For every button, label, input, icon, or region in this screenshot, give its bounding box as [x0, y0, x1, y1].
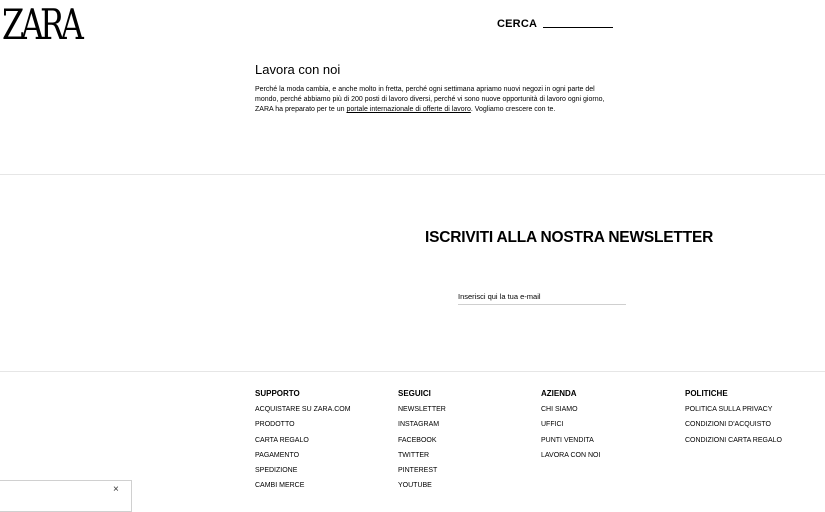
careers-portal-link[interactable]: portale internazionale di offerte di lavoro	[346, 106, 471, 113]
careers-text-after: . Vogliamo crescere con te.	[470, 106, 556, 113]
careers-title: Lavora con noi	[255, 62, 341, 77]
newsletter-title: ISCRIVITI ALLA NOSTRA NEWSLETTER	[425, 229, 714, 246]
footer-link[interactable]: TWITTER	[398, 451, 430, 459]
close-icon[interactable]: ×	[113, 484, 119, 495]
footer-link[interactable]: INSTAGRAM	[398, 421, 440, 429]
footer-link[interactable]: CAMBI MERCE	[255, 482, 305, 490]
careers-section	[255, 62, 615, 115]
footer-link[interactable]: CHI SIAMO	[541, 406, 578, 413]
footer-column-title: SUPPORTO	[255, 389, 300, 398]
footer-link[interactable]: UFFICI	[541, 421, 564, 429]
footer-column-policies	[685, 389, 815, 451]
footer-link[interactable]: PUNTI VENDITA	[541, 436, 594, 444]
search-trigger[interactable]	[497, 18, 613, 30]
footer-column-title: AZIENDA	[541, 389, 577, 398]
newsletter-email-input[interactable]	[458, 289, 626, 305]
search-label: CERCA	[497, 18, 538, 30]
footer-link[interactable]: NEWSLETTER	[398, 406, 446, 413]
section-divider	[0, 174, 825, 175]
careers-text-before: Perché la moda cambia, e anche molto in fretta, perché ogni settimana apriamo nuovi negozi in ogni parte del mondo, perché abbiamo più di 200 posti di lavoro diversi, perché vi sono nuove opportunità di lavoro ogni giorno, ZARA ha preparato per te un	[255, 86, 605, 113]
footer-link[interactable]: FACEBOOK	[398, 436, 437, 444]
footer-link[interactable]: SPEDIZIONE	[255, 467, 298, 475]
footer-column-title: SEGUICI	[398, 389, 431, 398]
footer-column-title: POLITICHE	[685, 389, 728, 398]
footer-link[interactable]: PINTEREST	[398, 467, 438, 475]
footer-link[interactable]: PAGAMENTO	[255, 451, 300, 459]
cookie-banner	[0, 480, 132, 512]
footer-link[interactable]: CONDIZIONI D'ACQUISTO	[685, 421, 771, 429]
footer-link[interactable]: POLITICA SULLA PRIVACY	[685, 406, 773, 413]
footer-column-company	[541, 389, 671, 466]
footer-link[interactable]: YOUTUBE	[398, 482, 432, 490]
footer-link[interactable]: CARTA REGALO	[255, 436, 309, 444]
footer-link[interactable]: PRODOTTO	[255, 421, 295, 429]
logo-text: ZARA	[2, 0, 85, 49]
footer-link[interactable]: CONDIZIONI CARTA REGALO	[685, 436, 782, 444]
zara-logo[interactable]	[2, 0, 85, 49]
footer-link[interactable]: LAVORA CON NOI	[541, 451, 601, 459]
careers-text	[255, 85, 615, 115]
footer-column-follow	[398, 389, 528, 497]
search-underline	[543, 27, 613, 28]
section-divider	[0, 371, 825, 372]
footer-link[interactable]: ACQUISTARE SU ZARA.COM	[255, 406, 351, 413]
zara-logo-mark	[2, 0, 85, 49]
footer-column-support	[255, 389, 385, 497]
